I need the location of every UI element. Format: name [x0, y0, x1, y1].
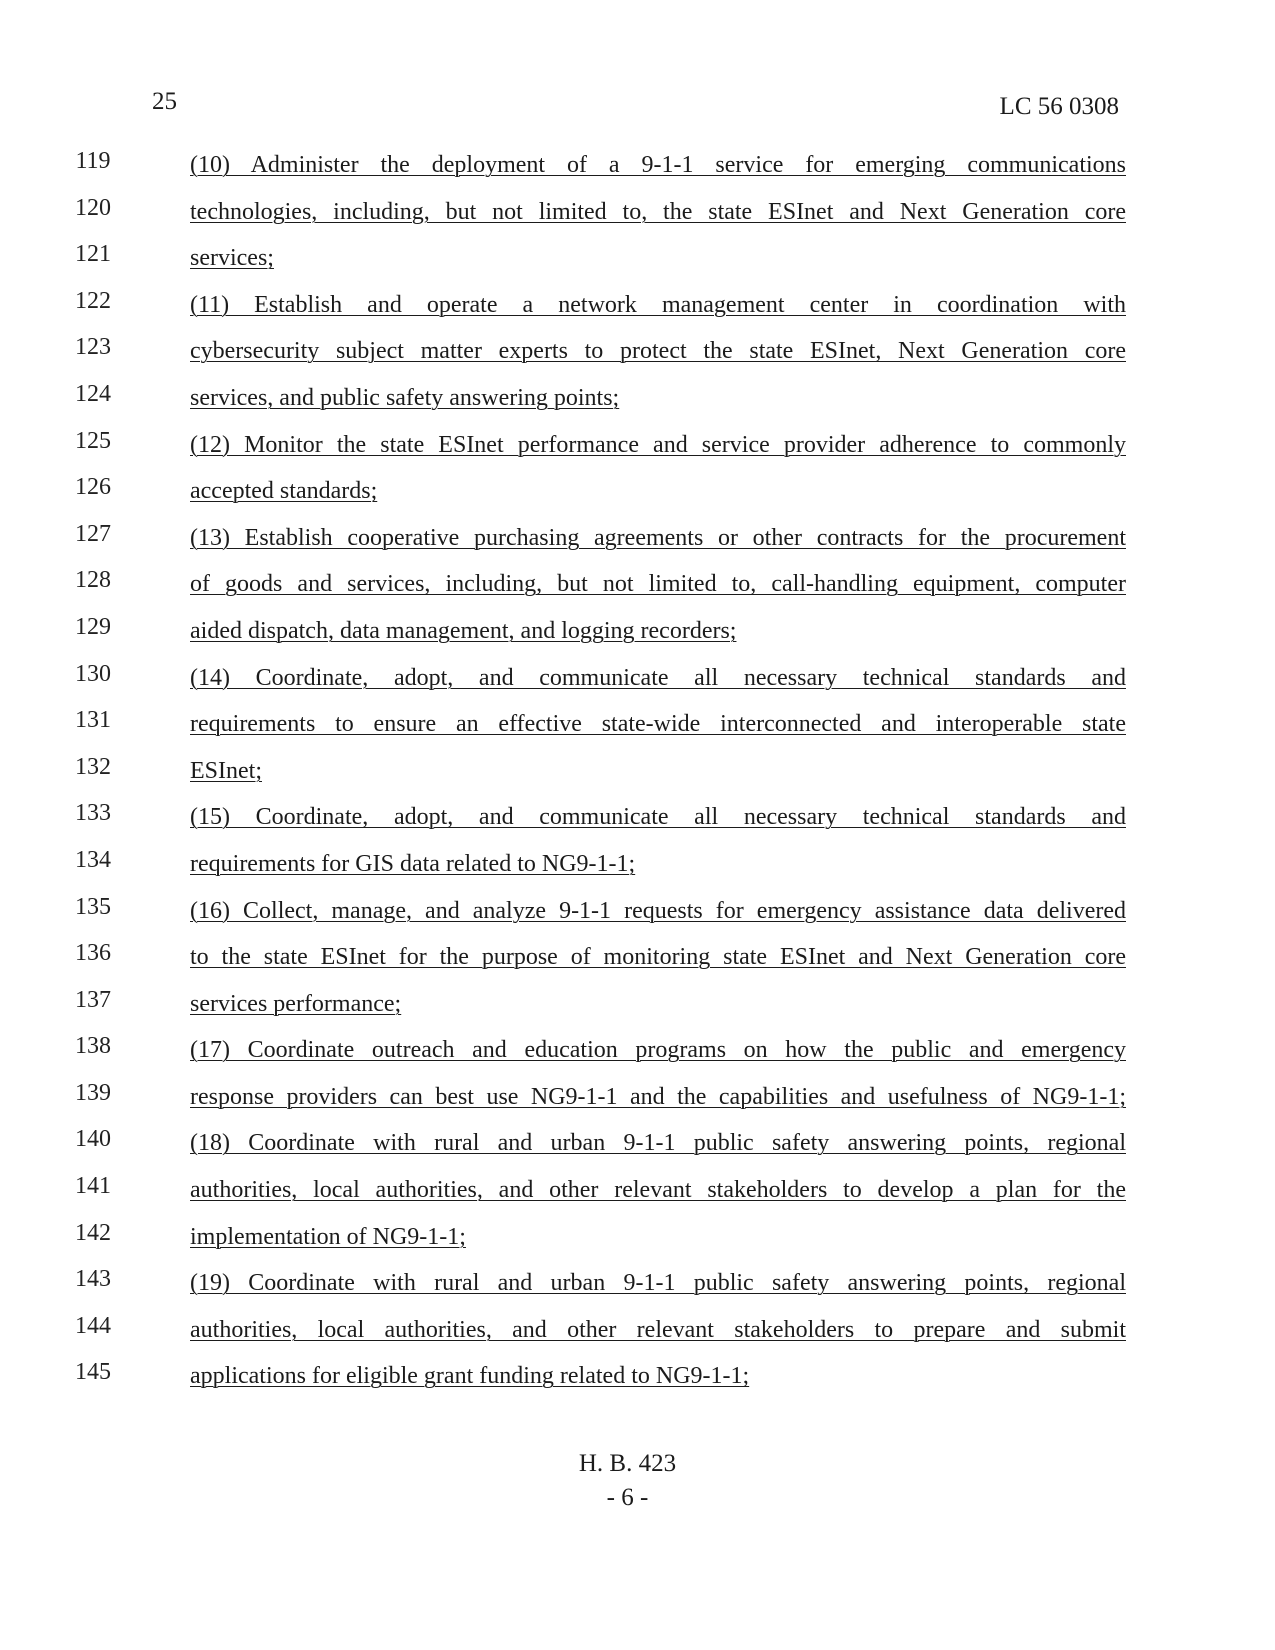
bill-line: [0, 983, 1275, 1030]
line-number: 127: [75, 520, 111, 547]
line-text: services;: [190, 245, 274, 272]
line-text: (14) Coordinate, adopt, and communicate all necessary technical standards and: [190, 664, 1126, 691]
bill-line: [0, 1169, 1275, 1216]
bill-line: [0, 703, 1275, 750]
line-text: requirements to ensure an effective state-wide interconnected and interoperable state: [190, 711, 1126, 738]
bill-line: [0, 563, 1275, 610]
header-doc-code: LC 56 0308: [999, 93, 1119, 120]
line-number: 121: [75, 241, 111, 268]
line-text: (13) Establish cooperative purchasing agreements or other contracts for the procurement: [190, 524, 1126, 551]
line-text: aided dispatch, data management, and logging recorders;: [190, 617, 737, 644]
line-number: 144: [75, 1312, 111, 1339]
footer-bill-number: H. B. 423: [578, 1450, 677, 1477]
bill-line: [0, 1076, 1275, 1123]
bill-line: [0, 1029, 1275, 1076]
line-text: accepted standards;: [190, 478, 378, 505]
bill-line: [0, 750, 1275, 797]
bill-line: [0, 1355, 1275, 1402]
header-page-ref: 25: [152, 88, 177, 115]
bill-line: [0, 657, 1275, 704]
bill-line: [0, 1122, 1275, 1169]
bill-line: [0, 610, 1275, 657]
line-text: to the state ESInet for the purpose of monitoring state ESInet and Next Generation core: [190, 944, 1126, 971]
line-number: 138: [75, 1033, 111, 1060]
bill-line: [0, 377, 1275, 424]
footer-page-number: - 6 -: [606, 1484, 649, 1511]
bill-line: [0, 843, 1275, 890]
line-text: of goods and services, including, but not limited to, call-handling equipment, computer: [190, 571, 1126, 598]
line-number: 125: [75, 427, 111, 454]
line-text: services, and public safety answering points;: [190, 384, 620, 411]
line-text: applications for eligible grant funding related to NG9-1-1;: [190, 1363, 750, 1390]
line-text: (12) Monitor the state ESInet performance and service provider adherence to commonly: [190, 431, 1126, 458]
line-number: 135: [75, 893, 111, 920]
line-number: 130: [75, 660, 111, 687]
line-number: 139: [75, 1079, 111, 1106]
line-number: 141: [75, 1173, 111, 1200]
bill-line: [0, 424, 1275, 471]
line-number: 143: [75, 1266, 111, 1293]
bill-line: [0, 284, 1275, 331]
line-number: 124: [75, 380, 111, 407]
line-text: cybersecurity subject matter experts to protect the state ESInet, Next Generation core: [190, 338, 1126, 365]
line-text: (15) Coordinate, adopt, and communicate all necessary technical standards and: [190, 804, 1126, 831]
bill-line: [0, 936, 1275, 983]
line-number: 122: [75, 287, 111, 314]
line-number: 142: [75, 1219, 111, 1246]
line-text: authorities, local authorities, and other relevant stakeholders to prepare and submit: [190, 1316, 1126, 1343]
line-text: ESInet;: [190, 757, 262, 784]
bill-line: [0, 890, 1275, 937]
bill-line: [0, 796, 1275, 843]
line-number: 133: [75, 800, 111, 827]
line-text: (16) Collect, manage, and analyze 9-1-1 requests for emergency assistance data delivered: [190, 897, 1126, 924]
line-text: technologies, including, but not limited to, the state ESInet and Next Generation core: [190, 198, 1126, 225]
bill-line: [0, 1262, 1275, 1309]
line-number: 145: [75, 1359, 111, 1386]
line-text: response providers can best use NG9-1-1 and the capabilities and usefulness of NG9-1-1;: [190, 1083, 1126, 1110]
line-text: requirements for GIS data related to NG9-1-1;: [190, 850, 636, 877]
line-number: 136: [75, 940, 111, 967]
bill-text-body: [0, 144, 1275, 1402]
bill-line: [0, 144, 1275, 191]
bill-line: [0, 1216, 1275, 1263]
line-number: 119: [75, 148, 111, 174]
line-text: (10) Administer the deployment of a 9-1-1 service for emerging communications: [190, 152, 1126, 178]
line-number: 132: [75, 753, 111, 780]
bill-line: [0, 1309, 1275, 1356]
line-text: (19) Coordinate with rural and urban 9-1-1 public safety answering points, regional: [190, 1270, 1126, 1297]
bill-line: [0, 191, 1275, 238]
line-number: 131: [75, 707, 111, 734]
line-number: 129: [75, 613, 111, 640]
line-number: 123: [75, 334, 111, 361]
line-number: 126: [75, 474, 111, 501]
line-number: 120: [75, 194, 111, 221]
line-text: (18) Coordinate with rural and urban 9-1-1 public safety answering points, regional: [190, 1130, 1126, 1157]
bill-line: [0, 237, 1275, 284]
line-number: 134: [75, 846, 111, 873]
line-text: authorities, local authorities, and other relevant stakeholders to develop a plan for the: [190, 1177, 1126, 1204]
bill-line: [0, 330, 1275, 377]
line-text: (17) Coordinate outreach and education programs on how the public and emergency: [190, 1037, 1126, 1064]
bill-line: [0, 470, 1275, 517]
line-text: (11) Establish and operate a network management center in coordination with: [190, 291, 1126, 318]
line-number: 137: [75, 986, 111, 1013]
bill-line: [0, 517, 1275, 564]
line-number: 128: [75, 567, 111, 594]
line-number: 140: [75, 1126, 111, 1153]
line-text: implementation of NG9-1-1;: [190, 1223, 466, 1250]
line-text: services performance;: [190, 990, 402, 1017]
